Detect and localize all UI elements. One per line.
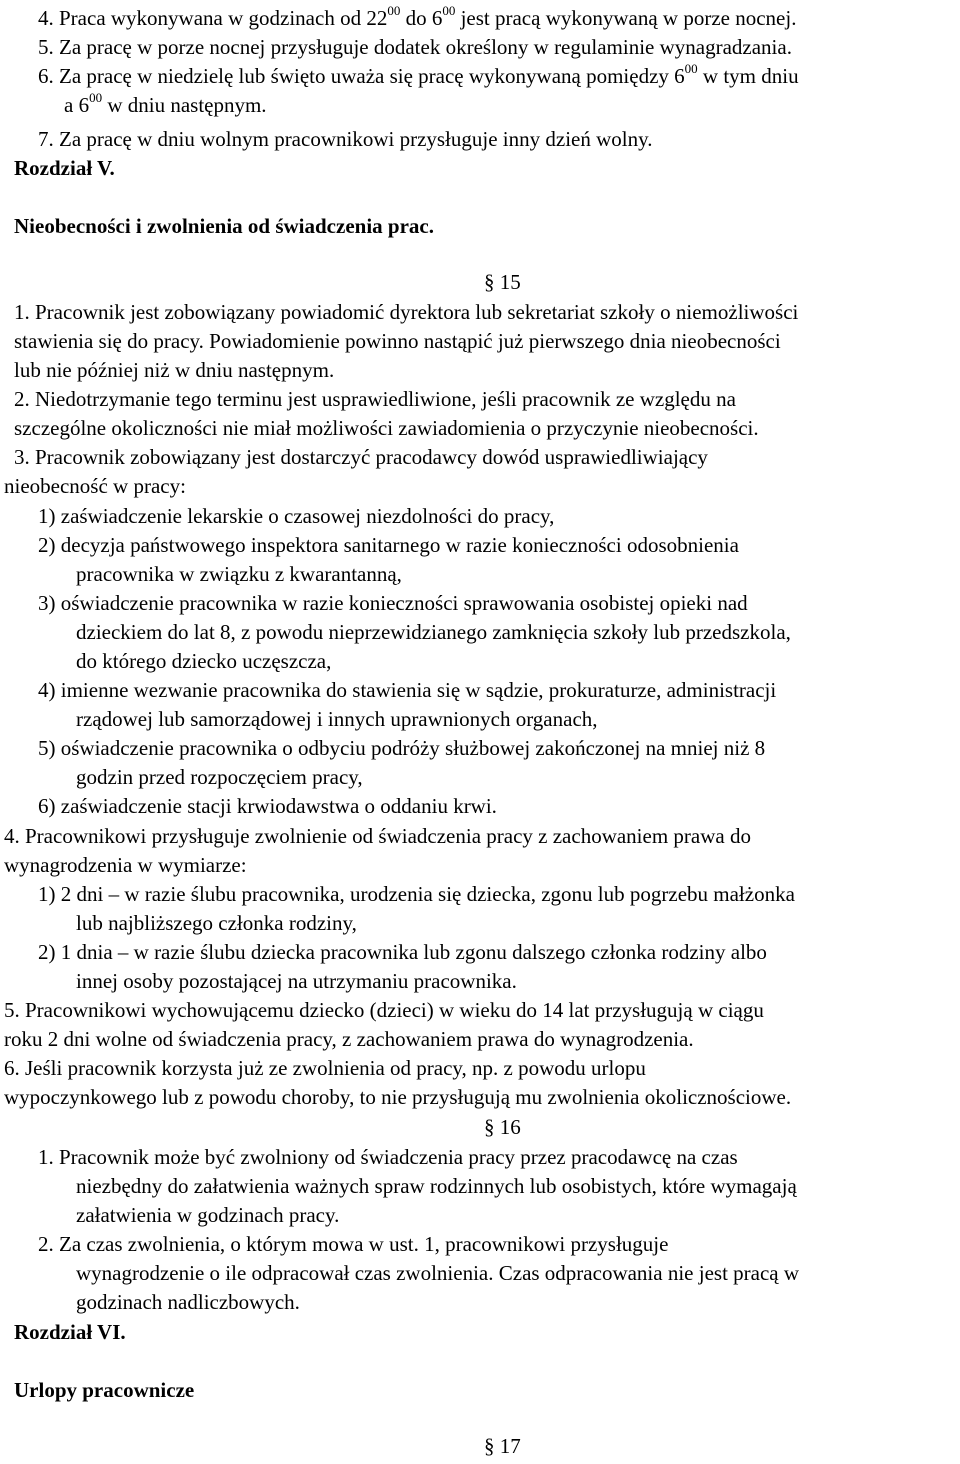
paragraph-line: 1. Pracownik jest zobowiązany powiadomić dyrektora lub sekretariat szkoły o niemożliwości <box>14 300 799 324</box>
list-item-continued: niezbędny do załatwienia ważnych spraw rodzinnych lub osobistych, które wymagają <box>76 1174 797 1198</box>
list-item: 1) zaświadczenie lekarskie o czasowej niezdolności do pracy, <box>38 504 555 528</box>
list-item: 3) oświadczenie pracownika w razie konieczności sprawowania osobistej opieki nad <box>38 591 748 615</box>
list-item: 2. Za czas zwolnienia, o którym mowa w ust. 1, pracownikowi przysługuje <box>38 1232 669 1256</box>
chapter-title: Rozdział VI. <box>14 1320 126 1344</box>
paragraph-line: nieobecność w pracy: <box>4 474 186 498</box>
list-item: 5) oświadczenie pracownika o odbyciu podróży służbowej zakończonej na mniej niż 8 <box>38 736 766 760</box>
section-number: 16 <box>499 1115 521 1139</box>
superscript: 00 <box>442 3 456 18</box>
section-heading-16 <box>484 1113 521 1142</box>
list-item: 1. Pracownik może być zwolniony od świadczenia pracy przez pracodawcę na czas <box>38 1145 738 1169</box>
paragraph-line: 2. Niedotrzymanie tego terminu jest usprawiedliwione, jeśli pracownik ze względu na <box>14 387 736 411</box>
list-item-continued: lub najbliższego członka rodziny, <box>76 911 357 935</box>
list-item-continued: załatwienia w godzinach pracy. <box>76 1203 340 1227</box>
paragraph-line: 6. Jeśli pracownik korzysta już ze zwolnienia od pracy, np. z powodu urlopu <box>4 1056 646 1080</box>
list-item-continued: godzin przed rozpoczęciem pracy, <box>76 765 363 789</box>
list-item-continued: pracownika w związku z kwarantanną, <box>76 562 402 586</box>
list-item: 6) zaświadczenie stacji krwiodawstwa o oddaniu krwi. <box>38 794 497 818</box>
paragraph-line: wynagrodzenia w wymiarze: <box>4 853 247 877</box>
text: jest pracą wykonywaną w porze nocnej. <box>455 6 797 30</box>
superscript: 00 <box>684 61 698 76</box>
list-item-continued: rządowej lub samorządowej i innych uprawnionych organach, <box>76 707 598 731</box>
paragraph-line: 5. Pracownikowi wychowującemu dziecko (dzieci) w wieku do 14 lat przysługują w ciągu <box>4 998 764 1022</box>
list-item-continued: wynagrodzenie o ile odpracował czas zwolnienia. Czas odpracowania nie jest pracą w <box>76 1261 800 1285</box>
list-item-continued: dzieckiem do lat 8, z powodu nieprzewidzianego zamknięcia szkoły lub przedszkola, <box>76 620 791 644</box>
list-item: 2) decyzja państwowego inspektora sanitarnego w razie konieczności odosobnienia <box>38 533 739 557</box>
text: 4. Praca wykonywana w godzinach od 22 <box>38 6 388 30</box>
list-item-7: 7. Za pracę w dniu wolnym pracownikowi przysługuje inny dzień wolny. <box>38 127 653 151</box>
superscript: 00 <box>89 90 103 105</box>
list-item-continued: do którego dziecko uczęszcza, <box>76 649 332 673</box>
text: w tym dniu <box>697 64 799 88</box>
list-item-6 <box>38 62 799 91</box>
text: 6. Za pracę w niedzielę lub święto uważa się pracę wykonywaną pomiędzy 6 <box>38 64 685 88</box>
list-item-5: 5. Za pracę w porze nocnej przysługuje dodatek określony w regulaminie wynagradzania. <box>38 35 792 59</box>
superscript: 00 <box>387 3 401 18</box>
paragraph-line: 4. Pracownikowi przysługuje zwolnienie od świadczenia pracy z zachowaniem prawa do <box>4 824 751 848</box>
list-item: 4) imienne wezwanie pracownika do stawienia się w sądzie, prokuraturze, administracji <box>38 678 777 702</box>
list-item-continued: godzinach nadliczbowych. <box>76 1290 300 1314</box>
section-symbol: § <box>484 1434 495 1458</box>
section-symbol: § <box>484 1115 495 1139</box>
list-item: 1) 2 dni – w razie ślubu pracownika, urodzenia się dziecka, zgonu lub pogrzebu małżonka <box>38 882 795 906</box>
paragraph-line: szczególne okoliczności nie miał możliwości zawiadomienia o przyczynie nieobecności. <box>14 416 759 440</box>
paragraph-line: roku 2 dni wolne od świadczenia pracy, z zachowaniem prawa do wynagrodzenia. <box>4 1027 694 1051</box>
list-item-4 <box>38 4 796 33</box>
paragraph-line: stawienia się do pracy. Powiadomienie powinno nastąpić już pierwszego dnia nieobecności <box>14 329 781 353</box>
section-heading-17 <box>484 1432 521 1461</box>
text: w dniu następnym. <box>102 93 267 117</box>
section-number: 15 <box>499 270 521 294</box>
paragraph-line: wypoczynkowego lub z powodu choroby, to nie przysługują mu zwolnienia okolicznościowe. <box>4 1085 792 1109</box>
chapter-subtitle: Nieobecności i zwolnienia od świadczenia prac. <box>14 214 434 238</box>
paragraph-line: lub nie później niż w dniu następnym. <box>14 358 335 382</box>
paragraph-line: 3. Pracownik zobowiązany jest dostarczyć pracodawcy dowód usprawiedliwiający <box>14 445 708 469</box>
list-item-continued: innej osoby pozostającej na utrzymaniu pracownika. <box>76 969 517 993</box>
text: do 6 <box>400 6 443 30</box>
list-item-6-continued <box>64 91 267 120</box>
section-number: 17 <box>499 1434 521 1458</box>
chapter-subtitle: Urlopy pracownicze <box>14 1378 195 1402</box>
list-item: 2) 1 dnia – w razie ślubu dziecka pracownika lub zgonu dalszego członka rodziny albo <box>38 940 767 964</box>
chapter-title: Rozdział V. <box>14 156 115 180</box>
text: a 6 <box>64 93 90 117</box>
section-symbol: § <box>484 270 495 294</box>
section-heading-15 <box>484 268 521 297</box>
